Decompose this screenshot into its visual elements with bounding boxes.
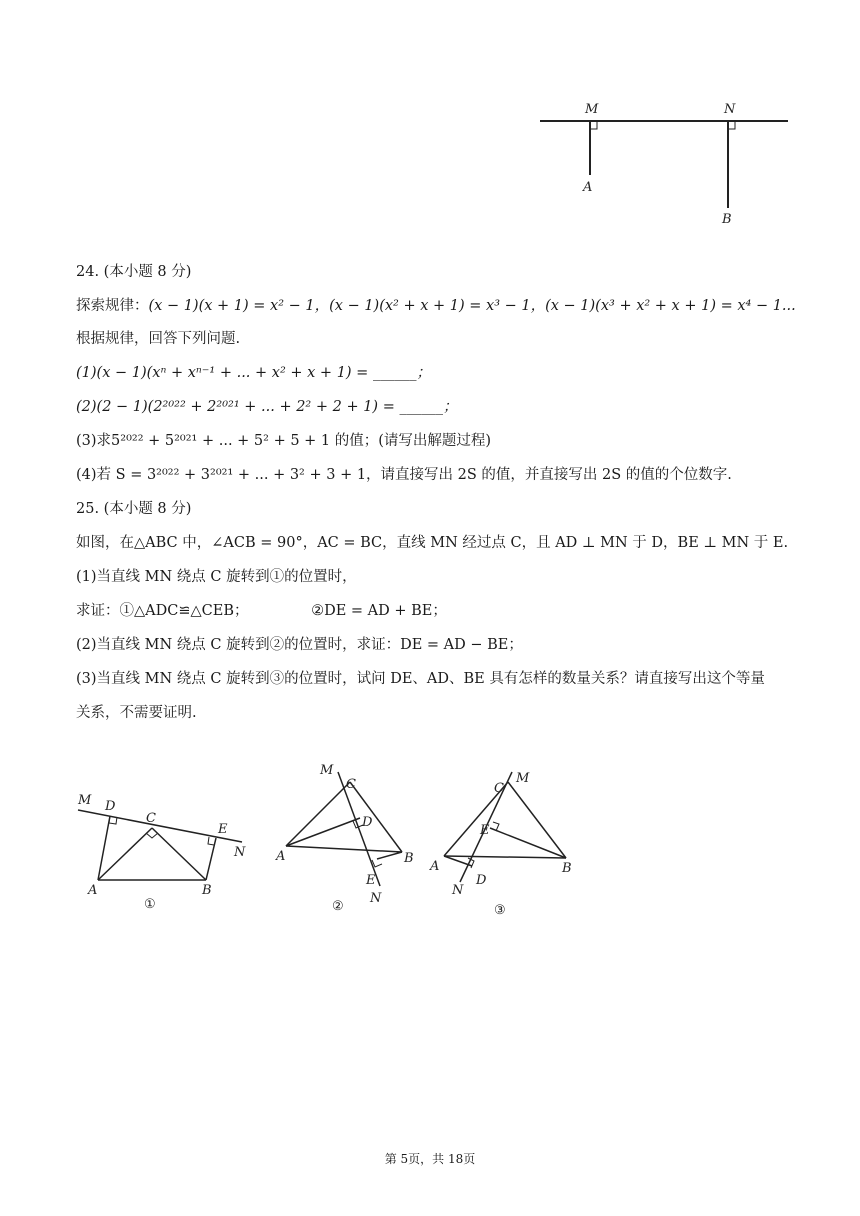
fig2-label-M: M bbox=[320, 763, 334, 778]
fig3-label-N: N bbox=[452, 883, 464, 898]
q24-part4: (4)若 S = 3²⁰²² + 3²⁰²¹ + ... + 3² + 3 + 1，请直接写出 2S 的值，并直接写出 2S 的值的个位数字. bbox=[76, 467, 732, 483]
q24-header: 24. (本小题 8 分) bbox=[76, 264, 192, 280]
page-footer: 第 5页，共 18页 bbox=[384, 1152, 476, 1166]
fig3-label-A: A bbox=[430, 859, 440, 874]
fig3-label-E: E bbox=[480, 823, 490, 838]
q24-part1: (1)(x − 1)(xⁿ + xⁿ⁻¹ + ... + x² + x + 1) = ______； bbox=[76, 365, 431, 381]
label-M: M bbox=[585, 102, 599, 117]
q25-part2: (2)当直线 MN 绕点 C 旋转到②的位置时，求证：DE = AD − BE； bbox=[76, 637, 523, 653]
fig2-caption: ② bbox=[332, 899, 344, 914]
label-A: A bbox=[583, 180, 593, 195]
fig3-caption: ③ bbox=[494, 903, 506, 918]
fig1-label-M: M bbox=[78, 793, 92, 808]
fig3-label-D: D bbox=[476, 873, 487, 888]
q24-part3: (3)求5²⁰²² + 5²⁰²¹ + ... + 5² + 5 + 1 的值；(请写出解题过程) bbox=[76, 433, 492, 449]
q25-part1-b: ②DE = AD + BE； bbox=[311, 603, 447, 619]
q25-part1-a: ①△ADC≌△CEB； bbox=[119, 603, 249, 619]
q25-part3-line1: (3)当直线 MN 绕点 C 旋转到③的位置时，试问 DE、AD、BE 具有怎样的数量关系？请直接写出这个等量 bbox=[76, 671, 765, 687]
figure-3 bbox=[424, 762, 594, 922]
fig2-label-D: D bbox=[362, 815, 373, 830]
q25-part3-line2: 关系，不需要证明. bbox=[76, 705, 197, 721]
fig1-label-N: N bbox=[234, 845, 246, 860]
fig1-label-D: D bbox=[105, 799, 116, 814]
fig1-label-B: B bbox=[202, 883, 212, 898]
q25-part1-proof: 求证：①△ADC≌△CEB； ②DE = AD + BE； bbox=[76, 603, 447, 619]
label-B: B bbox=[722, 212, 732, 227]
fig1-label-E: E bbox=[218, 822, 228, 837]
fig1-label-C: C bbox=[146, 811, 156, 826]
q25-header: 25. (本小题 8 分) bbox=[76, 501, 192, 517]
q25-part1: (1)当直线 MN 绕点 C 旋转到①的位置时， bbox=[76, 569, 357, 585]
top-figure bbox=[530, 95, 800, 235]
fig2-label-B: B bbox=[404, 851, 414, 866]
fig2-label-C: C bbox=[346, 777, 356, 792]
fig1-caption: ① bbox=[144, 897, 156, 912]
fig3-label-C: C bbox=[494, 781, 504, 796]
q24-part2: (2)(2 − 1)(2²⁰²² + 2²⁰²¹ + ... + 2² + 2 + 1) = ______； bbox=[76, 399, 458, 415]
q25-stem: 如图，在△ABC 中，∠ACB = 90°，AC = BC，直线 MN 经过点 C，且 AD ⊥ MN 于 D，BE ⊥ MN 于 E. bbox=[76, 535, 789, 551]
label-N: N bbox=[724, 102, 736, 117]
fig1-label-A: A bbox=[88, 883, 98, 898]
q24-intro: 探索规律：(x − 1)(x + 1) = x² − 1，(x − 1)(x² + x + 1) = x³ − 1，(x − 1)(x³ + x² + x + 1) = x⁴ − 1... bbox=[76, 298, 796, 314]
figure-2 bbox=[268, 758, 428, 918]
fig3-label-M: M bbox=[516, 771, 530, 786]
q24-prompt: 根据规律，回答下列问题. bbox=[76, 331, 241, 347]
fig2-label-E: E bbox=[366, 873, 376, 888]
figure-1 bbox=[70, 780, 260, 920]
fig2-label-A: A bbox=[276, 849, 286, 864]
fig2-label-N: N bbox=[370, 891, 382, 906]
fig3-label-B: B bbox=[562, 861, 572, 876]
